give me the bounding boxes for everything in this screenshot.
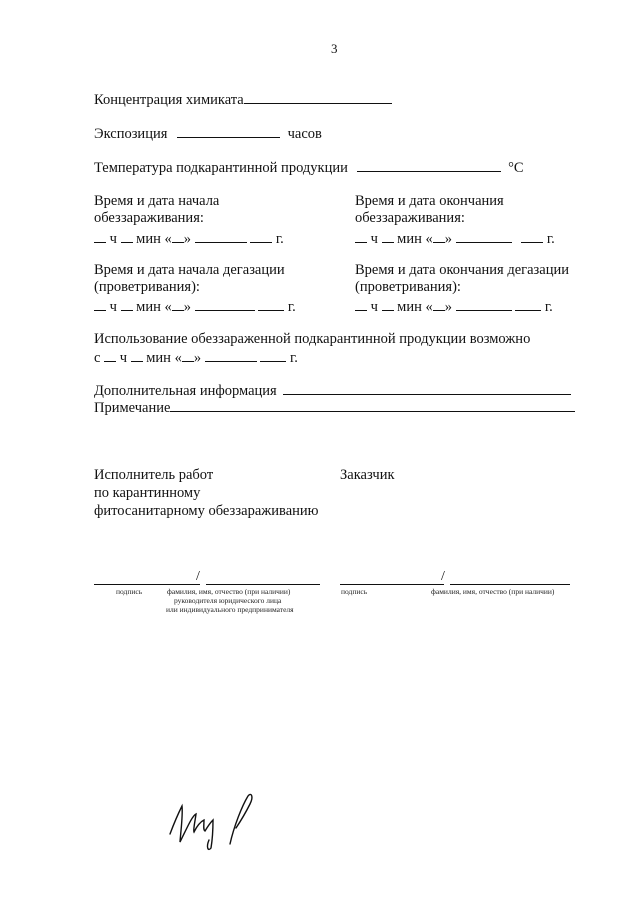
hour-label: ч	[370, 299, 378, 315]
start-degassing-minute-field[interactable]	[121, 297, 133, 311]
from-label: с	[94, 350, 101, 366]
customer-signature-line[interactable]	[340, 584, 444, 585]
hour-label: ч	[109, 231, 117, 247]
page-number: 3	[331, 41, 338, 56]
executor-line3: фитосанитарному обеззараживанию	[94, 503, 319, 519]
close-quote: »	[444, 299, 452, 315]
open-quote: «	[164, 231, 172, 247]
executor-signature-caption: подпись	[116, 587, 143, 596]
close-quote: »	[183, 299, 191, 315]
executor-line1: Исполнитель работ	[94, 467, 214, 483]
note-row	[94, 398, 575, 417]
hour-label: ч	[370, 231, 378, 247]
end-disinfection-title1: Время и дата окончания	[355, 193, 504, 209]
end-disinfection-title2: обеззараживания:	[355, 210, 465, 226]
end-degassing-datetime	[355, 297, 553, 316]
hour-label: ч	[109, 299, 117, 315]
close-quote: »	[183, 231, 191, 247]
concentration-field[interactable]	[244, 90, 392, 104]
open-quote: «	[164, 299, 172, 315]
executor-manager-caption1: руководителя юридического лица	[174, 596, 282, 605]
exposure-label: Экспозиция	[94, 126, 168, 142]
customer-name-line[interactable]	[450, 584, 570, 585]
executor-name-line[interactable]	[206, 584, 320, 585]
executor-signature-separator: /	[196, 569, 200, 584]
start-degassing-hour-field[interactable]	[94, 297, 106, 311]
note-field[interactable]	[170, 398, 575, 412]
customer-signature-separator: /	[441, 569, 445, 584]
exposure-unit: часов	[287, 126, 322, 142]
end-degassing-minute-field[interactable]	[382, 297, 394, 311]
start-disinfection-hour-field[interactable]	[94, 229, 106, 243]
usage-minute-field[interactable]	[131, 348, 143, 362]
usage-label: Использование обеззараженной подкарантинной продукции возможно	[94, 331, 531, 347]
start-disinfection-year-field[interactable]	[250, 229, 272, 243]
start-disinfection-month-field[interactable]	[195, 229, 247, 243]
exposure-field[interactable]	[177, 124, 280, 138]
year-label: г.	[287, 299, 296, 315]
end-degassing-month-field[interactable]	[456, 297, 512, 311]
start-degassing-year-field[interactable]	[258, 297, 284, 311]
end-degassing-title1: Время и дата окончания дегазации	[355, 262, 569, 278]
temperature-unit: °С	[508, 160, 524, 176]
hour-label: ч	[119, 350, 127, 366]
year-label: г.	[546, 231, 555, 247]
start-disinfection-title1: Время и дата начала	[94, 193, 220, 209]
usage-year-field[interactable]	[260, 348, 286, 362]
start-disinfection-datetime	[94, 229, 284, 248]
customer-signature-caption: подпись	[341, 587, 368, 596]
executor-manager-caption2: или индивидуального предпринимателя	[166, 605, 294, 614]
additional-info-field[interactable]	[283, 381, 571, 395]
start-disinfection-minute-field[interactable]	[121, 229, 133, 243]
usage-month-field[interactable]	[205, 348, 257, 362]
end-disinfection-minute-field[interactable]	[382, 229, 394, 243]
executor-name-caption: фамилия, имя, отчество (при наличии)	[167, 587, 291, 596]
concentration-label: Концентрация химиката	[94, 92, 244, 108]
year-label: г.	[275, 231, 284, 247]
temperature-field[interactable]	[357, 158, 501, 172]
minute-label: мин	[136, 299, 161, 315]
temperature-row	[94, 158, 524, 177]
open-quote: «	[425, 231, 433, 247]
exposure-row	[94, 124, 322, 143]
start-disinfection-title2: обеззараживания:	[94, 210, 204, 226]
end-degassing-year-field[interactable]	[515, 297, 541, 311]
start-degassing-day-field[interactable]	[172, 297, 184, 311]
temperature-label: Температура подкарантинной продукции	[94, 160, 348, 176]
usage-datetime	[94, 348, 298, 367]
executor-line2: по карантинному	[94, 485, 201, 501]
handwritten-signature	[160, 782, 270, 857]
additional-info-label: Дополнительная информация	[94, 383, 277, 399]
usage-day-field[interactable]	[182, 348, 194, 362]
end-degassing-title2: (проветривания):	[355, 279, 461, 295]
end-disinfection-month-field[interactable]	[456, 229, 512, 243]
end-disinfection-datetime	[355, 229, 555, 248]
minute-label: мин	[397, 299, 422, 315]
end-disinfection-hour-field[interactable]	[355, 229, 367, 243]
close-quote: »	[193, 350, 202, 366]
minute-label: мин	[397, 231, 422, 247]
usage-hour-field[interactable]	[104, 348, 116, 362]
start-degassing-title2: (проветривания):	[94, 279, 200, 295]
concentration-row	[94, 90, 392, 109]
customer-label: Заказчик	[340, 467, 395, 483]
end-disinfection-day-field[interactable]	[433, 229, 445, 243]
end-degassing-day-field[interactable]	[433, 297, 445, 311]
start-degassing-month-field[interactable]	[195, 297, 255, 311]
close-quote: »	[444, 231, 452, 247]
start-degassing-datetime	[94, 297, 296, 316]
minute-label: мин	[146, 350, 171, 366]
start-disinfection-day-field[interactable]	[172, 229, 184, 243]
minute-label: мин	[136, 231, 161, 247]
end-disinfection-year-field[interactable]	[521, 229, 543, 243]
year-label: г.	[544, 299, 553, 315]
end-degassing-hour-field[interactable]	[355, 297, 367, 311]
start-degassing-title1: Время и дата начала дегазации	[94, 262, 285, 278]
open-quote: «	[425, 299, 433, 315]
executor-signature-line[interactable]	[94, 584, 200, 585]
year-label: г.	[289, 350, 298, 366]
note-label: Примечание	[94, 400, 171, 416]
open-quote: «	[174, 350, 182, 366]
customer-name-caption: фамилия, имя, отчество (при наличии)	[431, 587, 555, 596]
